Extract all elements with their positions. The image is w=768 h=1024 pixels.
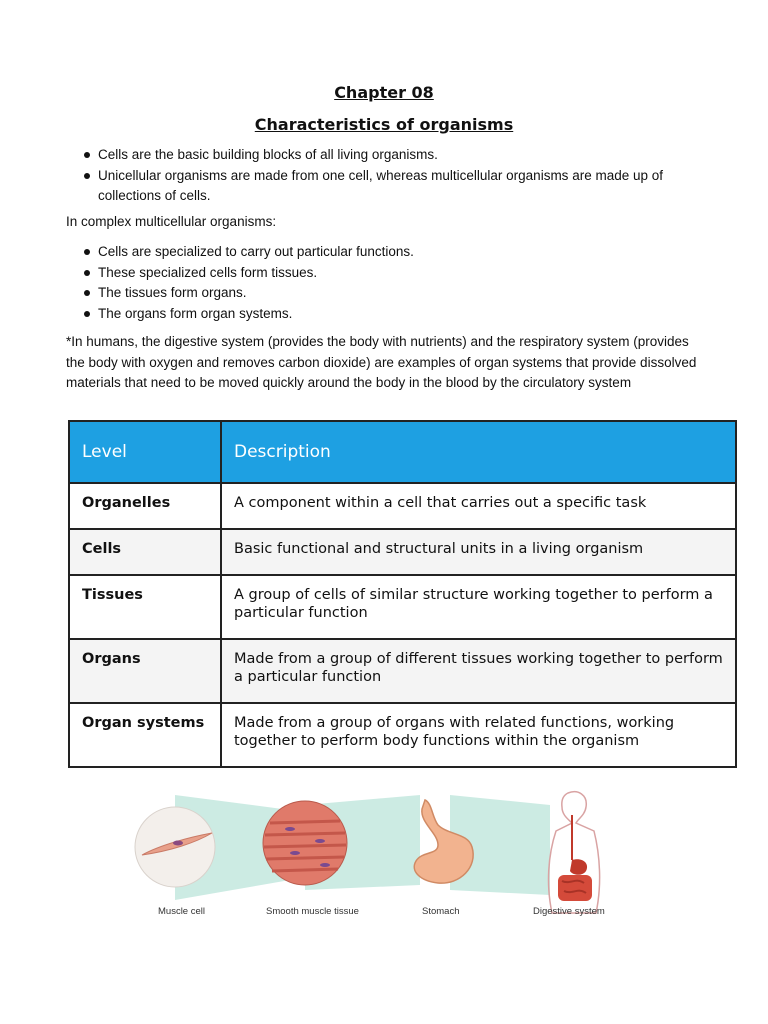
human-systems-paragraph: *In humans, the digestive system (provides the body with nutrients) and the respiratory system (provides the body with oxygen and removes carbon dioxide) are examples of organ systems that provide dissolved materials that need to be moved quickly around the body in the blood by the circulatory system	[66, 334, 697, 390]
list-item: Unicellular organisms are made from one cell, whereas multicellular organisms are made up of collections of cells.	[84, 166, 704, 207]
page-title: Characteristics of organisms	[254, 115, 514, 134]
list-item: The organs form organ systems.	[84, 304, 704, 325]
level-cell: Cells	[69, 529, 221, 575]
caption-digestive-system: Digestive system	[533, 906, 605, 917]
level-cell: Organelles	[69, 483, 221, 529]
digestive-system-image	[549, 792, 600, 913]
list-item: Cells are specialized to carry out particular functions.	[84, 242, 704, 263]
caption-muscle-cell: Muscle cell	[158, 906, 205, 917]
description-cell: A group of cells of similar structure working together to perform a particular function	[221, 575, 736, 639]
list-item: Cells are the basic building blocks of all living organisms.	[84, 145, 704, 166]
caption-smooth-muscle-tissue: Smooth muscle tissue	[266, 906, 359, 917]
smooth-muscle-tissue-image	[263, 801, 347, 885]
levels-illustration	[120, 785, 640, 925]
complex-intro-text: In complex multicellular organisms:	[66, 214, 277, 229]
list-item: The tissues form organs.	[84, 283, 704, 304]
column-header-level: Level	[69, 421, 221, 483]
level-cell: Tissues	[69, 575, 221, 639]
organization-levels-figure	[120, 785, 640, 925]
table-row	[69, 703, 736, 767]
complex-bullet-list	[84, 242, 704, 324]
description-cell: Made from a group of different tissues working together to perform a particular function	[221, 639, 736, 703]
list-item: These specialized cells form tissues.	[84, 263, 704, 284]
table-header-row	[69, 421, 736, 483]
table-row	[69, 639, 736, 703]
chapter-heading: Chapter 08	[334, 83, 434, 102]
caption-stomach: Stomach	[422, 906, 460, 917]
table-row	[69, 529, 736, 575]
column-header-description: Description	[221, 421, 736, 483]
muscle-cell-image	[135, 807, 215, 887]
description-cell: A component within a cell that carries out a specific task	[221, 483, 736, 529]
level-cell: Organ systems	[69, 703, 221, 767]
description-cell: Made from a group of organs with related functions, working together to perform body functions within the organism	[221, 703, 736, 767]
table-row	[69, 483, 736, 529]
description-cell: Basic functional and structural units in a living organism	[221, 529, 736, 575]
level-cell: Organs	[69, 639, 221, 703]
intro-bullet-list	[84, 145, 704, 207]
organization-levels-table	[68, 420, 737, 768]
table-row	[69, 575, 736, 639]
